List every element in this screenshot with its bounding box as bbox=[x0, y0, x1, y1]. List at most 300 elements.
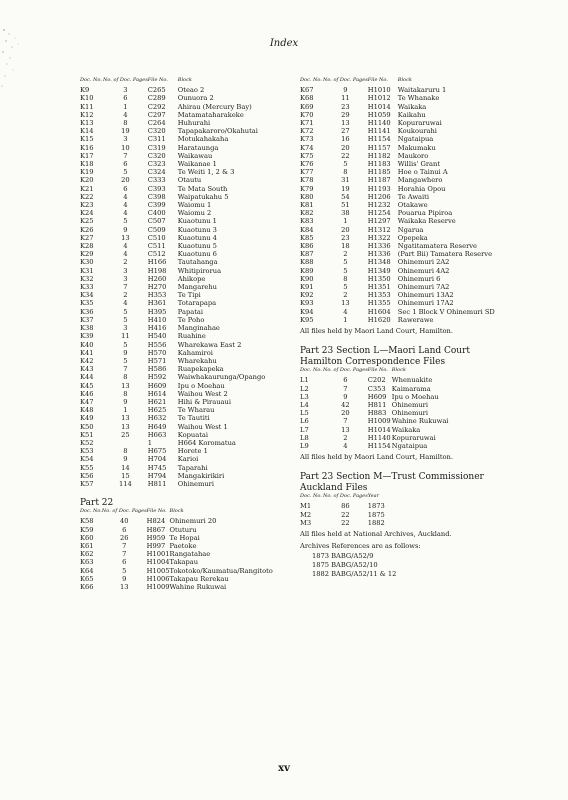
cell-block: Opepeka bbox=[397, 233, 428, 242]
cell-pages: 5 bbox=[123, 315, 128, 324]
cell-doc: K53 bbox=[80, 447, 94, 456]
cell-file: C393 bbox=[147, 184, 166, 193]
cell-pages: 13 bbox=[121, 414, 130, 423]
cell-block: Oteao 2 bbox=[177, 86, 205, 95]
cell-doc: K56 bbox=[80, 471, 94, 480]
cell-pages: 4 bbox=[123, 299, 128, 308]
cell-pages: 5 bbox=[343, 258, 348, 267]
cell-file: C507 bbox=[147, 217, 166, 226]
table-row bbox=[300, 291, 495, 299]
cell-doc: K75 bbox=[300, 151, 314, 160]
table-row bbox=[80, 152, 265, 160]
cell-doc: K22 bbox=[80, 192, 94, 201]
section-m-title: Part 23 Section M—Trust Commissioner Auckland Files bbox=[300, 472, 484, 494]
cell-doc: K71 bbox=[300, 119, 314, 128]
cell-file: C320 bbox=[147, 127, 166, 136]
cell-file: H1254 bbox=[367, 209, 391, 218]
cell-block: Otakawe bbox=[397, 201, 428, 210]
table-row bbox=[80, 365, 265, 373]
cell-block: Totarapapa bbox=[177, 299, 217, 308]
cell-file: H1312 bbox=[367, 225, 391, 234]
cell-file: H1141 bbox=[367, 127, 391, 136]
cell-pages: 13 bbox=[121, 422, 130, 431]
table-row bbox=[80, 299, 265, 307]
cell-block: Rangatahae bbox=[169, 550, 211, 559]
cell-pages: 2 bbox=[123, 258, 128, 267]
cell-file: H811 bbox=[367, 400, 387, 409]
table-row bbox=[300, 258, 495, 266]
table-row bbox=[80, 283, 265, 291]
cell-file: H663 bbox=[147, 430, 167, 439]
col-header-pages: No. of Doc. Pages bbox=[103, 77, 148, 83]
cell-doc: K37 bbox=[80, 315, 94, 324]
cell-block: Takapau bbox=[169, 558, 199, 567]
cell-pages: 11 bbox=[341, 94, 350, 103]
cell-pages: 8 bbox=[123, 447, 128, 456]
cell-file: H395 bbox=[147, 307, 167, 316]
cell-file: H632 bbox=[147, 414, 167, 423]
cell-block: Whenuakite bbox=[391, 376, 433, 385]
cell-file: C324 bbox=[147, 168, 166, 177]
cell-file: C311 bbox=[147, 135, 166, 144]
cell-pages: 8 bbox=[343, 168, 348, 177]
cell-doc: K91 bbox=[300, 283, 314, 292]
table-row bbox=[80, 414, 265, 422]
cell-pages: 14 bbox=[121, 463, 130, 472]
col-header-doc-no: Doc. No. bbox=[300, 367, 322, 374]
cell-file: C398 bbox=[147, 192, 166, 201]
cell-doc: K93 bbox=[300, 299, 314, 308]
cell-pages: 5 bbox=[343, 160, 348, 169]
table-row bbox=[300, 417, 448, 425]
cell-doc: K62 bbox=[80, 550, 94, 559]
cell-pages: 7 bbox=[122, 550, 127, 559]
cell-pages: 5 bbox=[123, 168, 128, 177]
cell-pages: 22 bbox=[341, 518, 350, 527]
cell-file: H1336 bbox=[367, 242, 391, 251]
cell-file: C323 bbox=[147, 160, 166, 169]
cell-doc: K46 bbox=[80, 389, 94, 398]
cell-pages: 3 bbox=[123, 274, 128, 283]
table-row bbox=[300, 401, 448, 409]
col-header-pages: No. of Doc. Pages bbox=[101, 508, 147, 515]
cell-pages: 9 bbox=[123, 397, 128, 406]
cell-doc: K77 bbox=[300, 168, 314, 177]
table-row bbox=[80, 583, 273, 591]
cell-block: Ohinemuri 17A2 bbox=[397, 299, 454, 308]
cell-doc: K45 bbox=[80, 381, 94, 390]
cell-doc: K44 bbox=[80, 373, 94, 382]
col-header-file-no: File No. bbox=[146, 508, 167, 515]
cell-doc: K66 bbox=[80, 582, 94, 591]
table-row bbox=[300, 185, 495, 193]
cell-pages: 3 bbox=[123, 135, 128, 144]
cell-block: Maukoro bbox=[397, 151, 429, 160]
cell-block: Horahia Opou bbox=[397, 184, 446, 193]
cell-doc: K92 bbox=[300, 291, 314, 300]
cell-pages: 13 bbox=[121, 381, 130, 390]
cell-pages: 16 bbox=[341, 135, 350, 144]
cell-file: H1157 bbox=[367, 143, 391, 152]
table-row bbox=[80, 558, 273, 566]
table-row bbox=[80, 160, 265, 168]
cell-file: H1014 bbox=[367, 102, 391, 111]
table-row bbox=[80, 308, 265, 316]
cell-pages: 40 bbox=[120, 517, 129, 526]
table-row bbox=[300, 409, 448, 417]
table-row bbox=[80, 542, 273, 550]
cell-doc: K21 bbox=[80, 184, 94, 193]
cell-doc: K31 bbox=[80, 266, 94, 275]
cell-pages: 19 bbox=[121, 127, 130, 136]
table-row bbox=[80, 168, 265, 176]
cell-doc: K30 bbox=[80, 258, 94, 267]
cell-file: H1010 bbox=[367, 86, 391, 95]
table-row bbox=[80, 324, 265, 332]
cell-block: Mangawhero bbox=[397, 176, 443, 185]
cell-block: Hihi & Pirauaui bbox=[177, 397, 231, 406]
table-row bbox=[300, 226, 495, 234]
cell-block: Ohinemuri 20 bbox=[169, 517, 217, 526]
cell-pages: 20 bbox=[341, 225, 350, 234]
cell-pages: 6 bbox=[122, 558, 127, 567]
cell-block: Kahamiroi bbox=[177, 348, 213, 357]
cell-file: H1232 bbox=[367, 201, 391, 210]
table-row bbox=[300, 511, 398, 519]
cell-block: Waikanae 1 bbox=[177, 160, 217, 169]
cell-doc: L3 bbox=[300, 392, 309, 401]
cell-doc: K87 bbox=[300, 250, 314, 259]
section-m bbox=[300, 472, 500, 579]
section-l-note: All files held by Maori Land Court, Hamilton. bbox=[300, 453, 453, 462]
cell-pages: 8 bbox=[123, 119, 128, 128]
cell-block: Ngataipua bbox=[397, 135, 434, 144]
cell-file: H1006 bbox=[146, 574, 170, 583]
cell-block: Mangakirikiri bbox=[177, 471, 225, 480]
cell-doc: K67 bbox=[300, 86, 314, 95]
table-header-row bbox=[300, 368, 448, 376]
table-row bbox=[300, 283, 495, 291]
cell-block: Hoe o Tainui A bbox=[397, 168, 448, 177]
cell-file: C400 bbox=[147, 209, 166, 218]
cell-file: H1353 bbox=[367, 291, 391, 300]
cell-doc: L5 bbox=[300, 409, 309, 418]
cell-doc: K39 bbox=[80, 332, 94, 341]
cell-block: Wahine Rukuwai bbox=[391, 417, 449, 426]
cell-file: C333 bbox=[147, 176, 166, 185]
cell-year: 1875 bbox=[367, 510, 385, 519]
cell-doc: K25 bbox=[80, 217, 94, 226]
table-row bbox=[300, 426, 448, 434]
cell-block: Ounuora 2 bbox=[177, 94, 214, 103]
cell-pages: 22 bbox=[341, 510, 350, 519]
cell-doc: K55 bbox=[80, 463, 94, 472]
cell-block: Motukahakaha bbox=[177, 135, 229, 144]
cell-doc: K76 bbox=[300, 160, 314, 169]
index-table-left bbox=[80, 78, 265, 488]
cell-block: Ipu o Moehau bbox=[177, 381, 225, 390]
table-header-row bbox=[80, 78, 265, 86]
cell-pages: 4 bbox=[123, 242, 128, 251]
table-row bbox=[300, 119, 495, 127]
cell-pages: 1 bbox=[123, 102, 128, 111]
archive-reference: 1873 BABG/A52/9 bbox=[312, 551, 374, 560]
cell-file: H570 bbox=[147, 348, 167, 357]
cell-pages: 2 bbox=[123, 291, 128, 300]
cell-doc: M1 bbox=[300, 502, 312, 511]
table-row bbox=[80, 472, 265, 480]
cell-doc: K82 bbox=[300, 209, 314, 218]
cell-block: Ahirau (Mercury Bay) bbox=[177, 102, 252, 111]
table-row bbox=[80, 464, 265, 472]
cell-file: H1140 bbox=[367, 119, 391, 128]
cell-block: Paetoke bbox=[169, 541, 197, 550]
table-row bbox=[80, 242, 265, 250]
cell-block: Manginahae bbox=[177, 324, 220, 333]
table-row bbox=[300, 144, 495, 152]
cell-block: Wharekahu bbox=[177, 356, 217, 365]
cell-pages: 4 bbox=[123, 201, 128, 210]
cell-block: Kopuraruwai bbox=[391, 433, 436, 442]
archives-list bbox=[312, 552, 500, 579]
cell-file: H1005 bbox=[146, 566, 170, 575]
cell-file: C265 bbox=[147, 86, 166, 95]
cell-doc: K60 bbox=[80, 533, 94, 542]
cell-doc: K18 bbox=[80, 160, 94, 169]
cell-pages: 7 bbox=[122, 541, 127, 550]
cell-block: Te Whanake bbox=[397, 94, 440, 103]
table-header-row bbox=[300, 78, 495, 86]
right-column bbox=[300, 78, 500, 579]
cell-pages: 23 bbox=[341, 102, 350, 111]
table-row bbox=[80, 349, 265, 357]
cell-block: Waihou West 2 bbox=[177, 389, 228, 398]
table-row bbox=[80, 406, 265, 414]
table-row bbox=[80, 119, 265, 127]
cell-doc: K69 bbox=[300, 102, 314, 111]
cell-block: Ohinemuri 6 bbox=[397, 274, 441, 283]
table-row bbox=[80, 201, 265, 209]
table-row bbox=[80, 217, 265, 225]
cell-block: Waitakaruru 1 bbox=[397, 86, 447, 95]
cell-block: Taparahi bbox=[177, 463, 208, 472]
table-row bbox=[80, 382, 265, 390]
cell-pages: 25 bbox=[121, 430, 130, 439]
cell-pages: 9 bbox=[123, 455, 128, 464]
cell-doc: K94 bbox=[300, 307, 314, 316]
cell-block: Waikaka Reserve bbox=[397, 217, 456, 226]
cell-file: C319 bbox=[147, 143, 166, 152]
cell-file: C289 bbox=[147, 94, 166, 103]
cell-doc: K95 bbox=[300, 315, 314, 324]
cell-doc: K13 bbox=[80, 119, 94, 128]
cell-block: Mangarehu bbox=[177, 283, 217, 292]
cell-pages: 38 bbox=[341, 209, 350, 218]
table-row bbox=[80, 267, 265, 275]
cell-doc: K41 bbox=[80, 348, 94, 357]
cell-block: H664 Koromatua bbox=[177, 438, 236, 447]
cell-pages: 1 bbox=[343, 217, 348, 226]
cell-doc: K85 bbox=[300, 233, 314, 242]
cell-doc: L7 bbox=[300, 425, 309, 434]
cell-file: H1140 bbox=[367, 433, 391, 442]
cell-pages: 86 bbox=[341, 502, 350, 511]
table-row bbox=[80, 291, 265, 299]
cell-file: H1009 bbox=[146, 582, 170, 591]
cell-file: H1001 bbox=[146, 550, 170, 559]
table-row bbox=[80, 103, 265, 111]
cell-doc: K51 bbox=[80, 430, 94, 439]
cell-block: Karioi bbox=[177, 455, 199, 464]
cell-file: H811 bbox=[147, 479, 167, 488]
cell-doc: K20 bbox=[80, 176, 94, 185]
table-row bbox=[80, 357, 265, 365]
cell-file: H1350 bbox=[367, 274, 391, 283]
cell-doc: K54 bbox=[80, 455, 94, 464]
cell-file: H1336 bbox=[367, 250, 391, 259]
cell-pages: 8 bbox=[123, 389, 128, 398]
cell-pages: 23 bbox=[341, 233, 350, 242]
cell-block: Kuaotunu 5 bbox=[177, 242, 217, 251]
cell-doc: K79 bbox=[300, 184, 314, 193]
table-row bbox=[300, 308, 495, 316]
cell-pages: 9 bbox=[123, 348, 128, 357]
cell-doc: K48 bbox=[80, 406, 94, 415]
section-l bbox=[300, 346, 500, 462]
cell-doc: K12 bbox=[80, 110, 94, 119]
cell-file: H353 bbox=[147, 291, 167, 300]
cell-pages: 3 bbox=[123, 266, 128, 275]
table-row bbox=[80, 226, 265, 234]
archive-reference: 1875 BABG/A52/10 bbox=[312, 560, 378, 569]
cell-file: H592 bbox=[147, 373, 167, 382]
left-table-body bbox=[80, 86, 265, 488]
cell-doc: K78 bbox=[300, 176, 314, 185]
page-number: xv bbox=[278, 763, 290, 774]
cell-doc: M3 bbox=[300, 518, 312, 527]
cell-pages: 5 bbox=[123, 356, 128, 365]
cell-file: C292 bbox=[147, 102, 166, 111]
table-row bbox=[80, 534, 273, 542]
table-row bbox=[300, 519, 398, 527]
cell-file: H704 bbox=[147, 455, 167, 464]
col-header-block: Block bbox=[177, 77, 192, 83]
col-header-doc-no: Doc. No. bbox=[300, 77, 322, 83]
cell-file: H556 bbox=[147, 340, 167, 349]
cell-doc: K52 bbox=[80, 438, 94, 447]
cell-block: Waipatukahu 5 bbox=[177, 192, 229, 201]
cell-pages: 9 bbox=[343, 392, 348, 401]
cell-doc: L2 bbox=[300, 384, 309, 393]
cell-file: C399 bbox=[147, 201, 166, 210]
cell-doc: K63 bbox=[80, 558, 94, 567]
cell-file: H625 bbox=[147, 406, 167, 415]
cell-file: H621 bbox=[147, 397, 167, 406]
cell-file: H1348 bbox=[367, 258, 391, 267]
col-header-doc-no: Doc. No. bbox=[80, 77, 102, 83]
section-l-table-body bbox=[300, 376, 448, 450]
cell-block: Kuaotunu 1 bbox=[177, 217, 217, 226]
table-row bbox=[300, 434, 448, 442]
cell-doc: L1 bbox=[300, 376, 309, 385]
cell-file: H614 bbox=[147, 389, 167, 398]
cell-doc: K27 bbox=[80, 233, 94, 242]
cell-block: Huhurahi bbox=[177, 119, 211, 128]
cell-block: Koukourahi bbox=[397, 127, 437, 136]
cell-block: Ngataipua bbox=[391, 441, 428, 450]
cell-block: Ohinemuri bbox=[391, 400, 428, 409]
cell-block: Ohinemuri 7A2 bbox=[397, 283, 450, 292]
cell-doc: K86 bbox=[300, 242, 314, 251]
cell-block: Sec 1 Block V Ohinemuri SD bbox=[397, 307, 495, 316]
cell-block: Ruapekapeka bbox=[177, 365, 224, 374]
cell-doc: K28 bbox=[80, 242, 94, 251]
cell-doc: K80 bbox=[300, 192, 314, 201]
cell-pages: 22 bbox=[341, 151, 350, 160]
table-row bbox=[80, 398, 265, 406]
table-row bbox=[80, 373, 265, 381]
cell-pages: 13 bbox=[341, 425, 350, 434]
col-header-pages: No. of Doc. Pages bbox=[323, 493, 368, 500]
cell-pages: 13 bbox=[341, 119, 350, 128]
archives-intro: Archives References are as follows: bbox=[300, 541, 421, 550]
index-table-right bbox=[300, 78, 495, 324]
cell-file: H540 bbox=[147, 332, 167, 341]
cell-file: H1193 bbox=[367, 184, 391, 193]
section-m-note: All files held at National Archives, Auckland. bbox=[300, 529, 452, 538]
cell-block: Ngarua bbox=[397, 225, 424, 234]
table-row bbox=[300, 160, 495, 168]
cell-file: H1012 bbox=[367, 94, 391, 103]
cell-file: H1351 bbox=[367, 283, 391, 292]
table-row bbox=[80, 439, 265, 447]
cell-file: H1349 bbox=[367, 266, 391, 275]
cell-pages: 4 bbox=[343, 307, 348, 316]
cell-pages: 42 bbox=[341, 400, 350, 409]
cell-block: Wahine Rukuwai bbox=[169, 582, 227, 591]
cell-pages: 2 bbox=[343, 433, 348, 442]
cell-doc: K16 bbox=[80, 143, 94, 152]
cell-block: Tautahanga bbox=[177, 258, 218, 267]
cell-doc: K9 bbox=[80, 86, 90, 95]
table-row bbox=[80, 316, 265, 324]
cell-file: H609 bbox=[147, 381, 167, 390]
table-row bbox=[80, 135, 265, 143]
cell-block: Papatai bbox=[177, 307, 204, 316]
table-row bbox=[80, 258, 265, 266]
table-row bbox=[300, 250, 495, 258]
cell-pages: 3 bbox=[123, 324, 128, 333]
cell-block: Kopuatai bbox=[177, 430, 209, 439]
cell-pages: 4 bbox=[123, 209, 128, 218]
table-header-row bbox=[300, 494, 398, 502]
cell-pages: 19 bbox=[341, 184, 350, 193]
cell-doc: K40 bbox=[80, 340, 94, 349]
cell-file: H198 bbox=[147, 266, 167, 275]
cell-pages: 9 bbox=[122, 574, 127, 583]
cell-pages: 2 bbox=[343, 250, 348, 259]
cell-pages: 5 bbox=[123, 217, 128, 226]
table-row bbox=[80, 567, 273, 575]
cell-block: Takapau Rerekau bbox=[169, 574, 229, 583]
cell-file: H883 bbox=[367, 409, 387, 418]
cell-file: H794 bbox=[147, 471, 167, 480]
cell-pages: 4 bbox=[123, 110, 128, 119]
table-row bbox=[300, 234, 495, 242]
cell-pages: 20 bbox=[341, 143, 350, 152]
cell-file: H1059 bbox=[367, 110, 391, 119]
cell-file: C512 bbox=[147, 250, 166, 259]
